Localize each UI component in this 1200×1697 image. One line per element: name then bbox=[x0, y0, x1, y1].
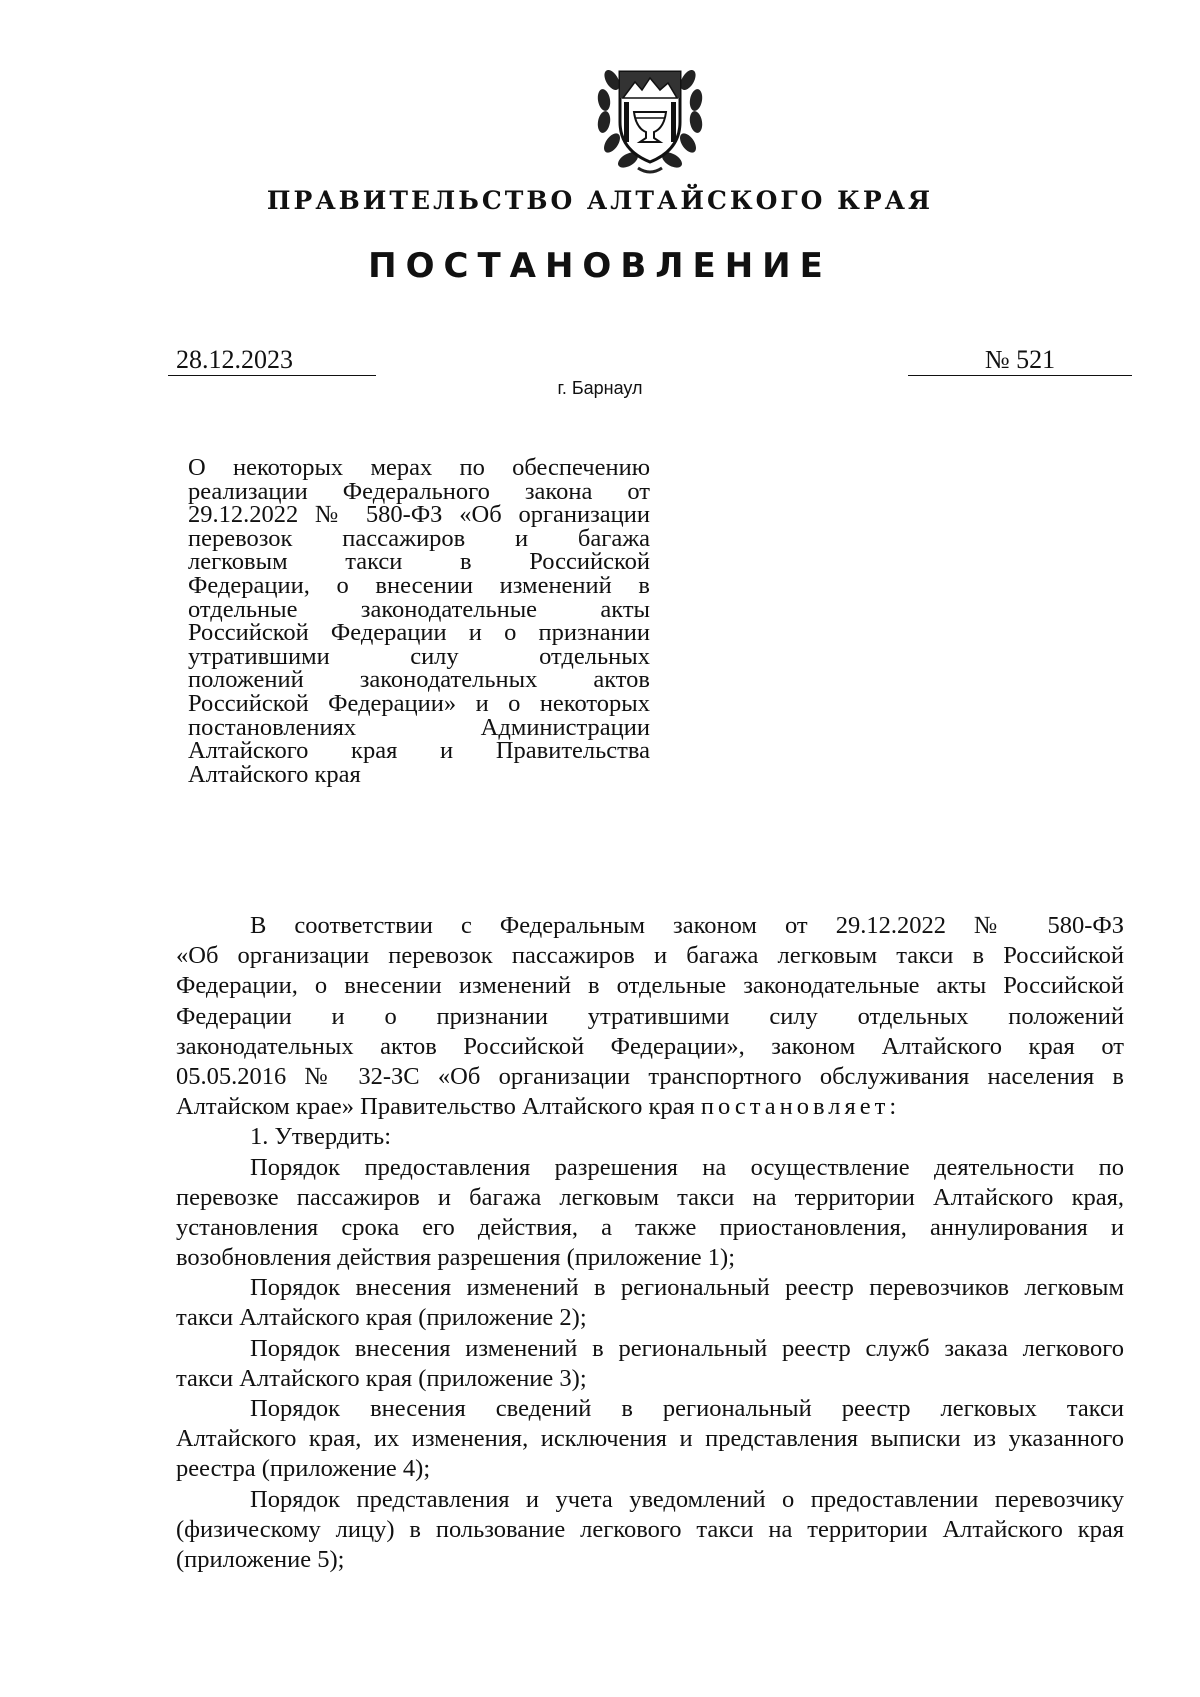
procedure-line: установления срока его действия, а также приостановления, аннулирования и bbox=[176, 1213, 1124, 1241]
document-body bbox=[176, 911, 1124, 1575]
procedure-line: Порядок внесения изменений в региональный реестр перевозчиков легковым bbox=[250, 1274, 1124, 1302]
procedure-line: реестра (приложение 4); bbox=[176, 1455, 431, 1483]
procedure-line: Порядок внесения сведений в региональный реестр легковых такси bbox=[250, 1395, 1124, 1422]
subject-line: О некоторых мерах по обеспечению bbox=[188, 454, 650, 481]
subject-line: реализации Федерального закона от bbox=[188, 477, 650, 505]
subject-line: Алтайского края bbox=[188, 760, 361, 788]
subject-line: перевозок пассажиров и багажа bbox=[188, 524, 650, 552]
procedure-line: Порядок представления и учета уведомлений о предоставлении перевозчику bbox=[250, 1485, 1124, 1513]
subject-line: Алтайского края и Правительства bbox=[188, 737, 650, 765]
subject-line: постановлениях Администрации bbox=[188, 713, 650, 741]
document-city: г. Барнаул bbox=[557, 378, 643, 398]
document-subject bbox=[188, 456, 650, 786]
preamble-line: законодательных актов Российской Федерации», законом Алтайского края от bbox=[176, 1032, 1124, 1060]
procedure-line: Алтайского края, их изменения, исключения и представления выписки из указанного bbox=[176, 1425, 1124, 1453]
item-heading: 1. Утвердить: bbox=[250, 1123, 392, 1151]
decree-word: постановляет: bbox=[700, 1093, 901, 1121]
procedure-line: (физическому лицу) в пользование легкового такси на территории Алтайского края bbox=[176, 1515, 1124, 1543]
government-title: ПРАВИТЕЛЬСТВО АЛТАЙСКОГО КРАЯ bbox=[266, 186, 934, 215]
subject-line: отдельные законодательные акты bbox=[188, 595, 650, 623]
subject-line: 29.12.2022 № 580-ФЗ «Об организации bbox=[188, 501, 650, 529]
procedure-line: перевозке пассажиров и багажа легковым такси на территории Алтайского края, bbox=[176, 1183, 1124, 1211]
subject-line: Российской Федерации» и о некоторых bbox=[188, 689, 650, 717]
preamble-line: «Об организации перевозок пассажиров и багажа легковым такси в Российской bbox=[176, 942, 1124, 970]
procedure-line: Порядок предоставления разрешения на осуществление деятельности по bbox=[250, 1153, 1124, 1181]
procedure-line: Порядок внесения изменений в региональный реестр служб заказа легкового bbox=[250, 1334, 1124, 1362]
procedure-line: такси Алтайского края (приложение 3); bbox=[176, 1364, 587, 1392]
preamble-line: Федерации, о внесении изменений в отдельные законодательные акты Российской bbox=[176, 972, 1124, 1000]
procedure-line: такси Алтайского края (приложение 2); bbox=[176, 1304, 587, 1332]
preamble-last-text: Алтайском крае» Правительство Алтайского края bbox=[176, 1093, 695, 1121]
subject-line: Федерации, о внесении изменений в bbox=[188, 571, 650, 599]
procedure-line: (приложение 5); bbox=[176, 1545, 345, 1573]
preamble-line: Федерации и о признании утратившими силу отдельных положений bbox=[176, 1002, 1124, 1030]
document-number: № 521 bbox=[908, 345, 1132, 376]
altai-krai-coat-of-arms-icon bbox=[590, 50, 710, 180]
subject-line: легковым такси в Российской bbox=[188, 548, 650, 576]
document-date: 28.12.2023 bbox=[168, 345, 376, 376]
subject-line: Российской Федерации и о признании bbox=[188, 619, 650, 647]
procedure-line: возобновления действия разрешения (приложение 1); bbox=[176, 1244, 736, 1272]
preamble-line: 05.05.2016 № 32-ЗС «Об организации транспортного обслуживания населения в bbox=[176, 1062, 1124, 1090]
preamble-line bbox=[176, 1092, 1124, 1122]
preamble-line: В соответствии с Федеральным законом от 29.12.2022 № 580-ФЗ bbox=[250, 912, 1124, 939]
subject-line: утратившими силу отдельных bbox=[188, 642, 650, 670]
document-type-title: ПОСТАНОВЛЕНИЕ bbox=[368, 246, 832, 286]
subject-line: положений законодательных актов bbox=[188, 666, 650, 694]
